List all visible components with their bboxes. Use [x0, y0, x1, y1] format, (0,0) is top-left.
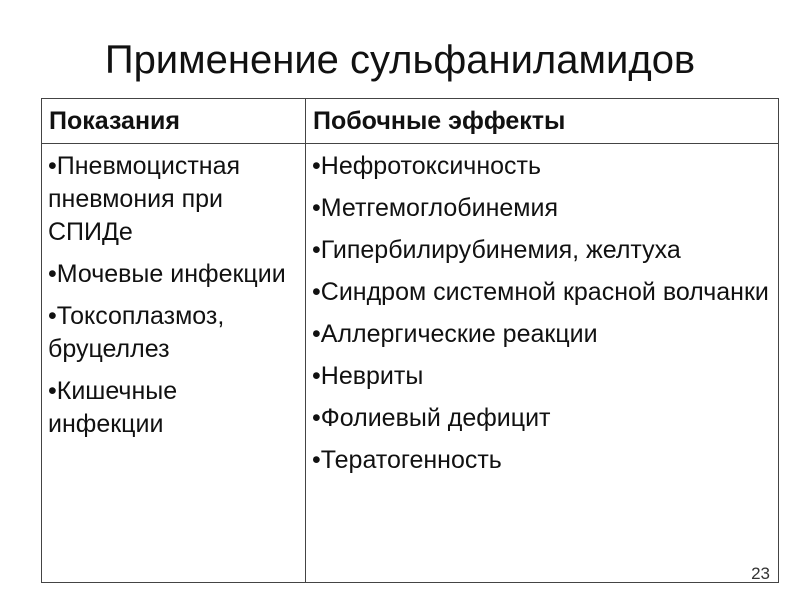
- side-effect-text: Фолиевый дефицит: [320, 404, 551, 432]
- bullet-icon: •: [48, 302, 57, 330]
- page-number: 23: [751, 564, 770, 583]
- list-item: [312, 318, 772, 351]
- list-item: [312, 150, 772, 183]
- list-item: [48, 375, 299, 441]
- indications-list: [48, 150, 299, 441]
- bullet-icon: •: [312, 236, 321, 264]
- side-effects-list: [312, 150, 772, 477]
- bullet-icon: •: [312, 194, 321, 222]
- side-effect-text: Нефротоксичность: [320, 152, 542, 180]
- bullet-icon: •: [48, 377, 57, 405]
- side-effect-text: Синдром системной красной волчанки: [320, 278, 769, 306]
- bullet-icon: •: [48, 152, 57, 180]
- list-item: [312, 192, 772, 225]
- bullet-icon: •: [48, 260, 57, 288]
- bullet-icon: •: [312, 404, 321, 432]
- indications-side-effects-table: [41, 98, 779, 583]
- list-item: [312, 360, 772, 393]
- bullet-icon: •: [312, 152, 321, 180]
- side-effect-text: Гипербилирубинемия, желтуха: [320, 236, 681, 264]
- side-effects-cell: [306, 144, 779, 583]
- list-item: [48, 258, 299, 291]
- indication-text: Мочевые инфекции: [56, 260, 286, 288]
- side-effect-text: Тератогенность: [320, 446, 502, 474]
- side-effect-text: Метгемоглобинемия: [320, 194, 558, 222]
- bullet-icon: •: [312, 320, 321, 348]
- indication-text: Пневмоцистная пневмония при СПИДе: [48, 152, 241, 246]
- indication-text: Токсоплазмоз, бруцеллез: [48, 302, 225, 363]
- list-item: [48, 150, 299, 249]
- list-item: [312, 402, 772, 435]
- list-item: [48, 300, 299, 366]
- slide-title: Применение сульфаниламидов: [104, 38, 696, 82]
- list-item: [312, 234, 772, 267]
- bullet-icon: •: [312, 362, 321, 390]
- indication-text: Кишечные инфекции: [48, 377, 178, 438]
- list-item: [312, 276, 772, 309]
- list-item: [312, 444, 772, 477]
- table-header-row: [42, 99, 779, 144]
- table-row: [42, 144, 779, 583]
- bullet-icon: •: [312, 278, 321, 306]
- header-side-effects: Побочные эффекты: [306, 99, 779, 144]
- bullet-icon: •: [312, 446, 321, 474]
- side-effect-text: Аллергические реакции: [320, 320, 598, 348]
- header-indications: Показания: [42, 99, 306, 144]
- side-effect-text: Невриты: [320, 362, 424, 390]
- indications-cell: [42, 144, 306, 583]
